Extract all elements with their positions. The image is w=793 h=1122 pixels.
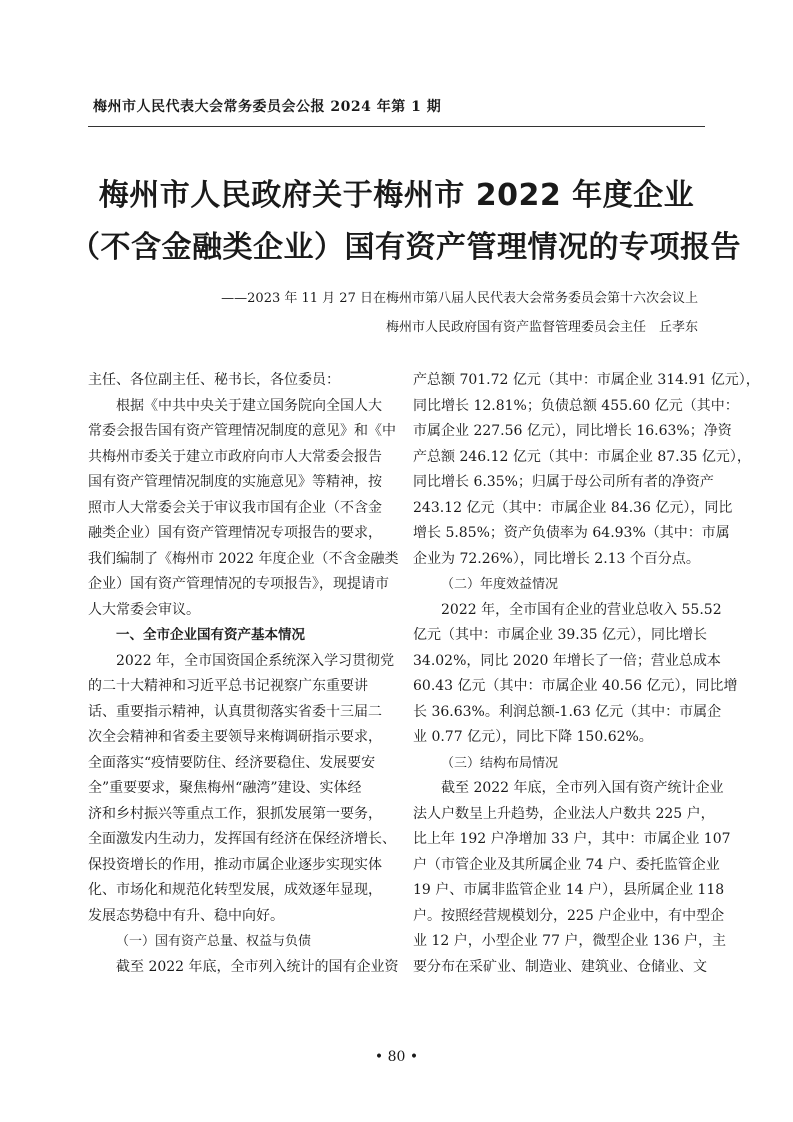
- body-line: 法人户数呈上升趋势，企业法人户数共 225 户，: [413, 805, 715, 822]
- body-line: 产总额 246.12 亿元（其中：市属企业 87.35 亿元），: [413, 448, 751, 465]
- body-line: 长 36.63%。利润总额-1.63 亿元（其中：市属企: [413, 703, 722, 720]
- body-line: 2022 年，全市国资国企系统深入学习贯彻党: [116, 652, 395, 669]
- body-line: 化、市场化和规范化转型发展，成效逐年显现，: [88, 882, 382, 898]
- subsection-heading: （二）年度效益情况: [441, 577, 559, 592]
- salutation: 主任、各位副主任、秘书长，各位委员：: [88, 372, 340, 388]
- body-line: 19 户、市属非监管企业 14 户），县所属企业 118: [413, 882, 725, 898]
- body-line: 市属企业 227.56 亿元），同比增长 16.63%；净资: [413, 423, 732, 439]
- body-line: 比上年 192 户净增加 33 户，其中：市属企业 107: [413, 831, 731, 847]
- left-text-column: [88, 368, 399, 980]
- body-line: 话、重要指示精神，认真贯彻落实省委十三届二: [88, 703, 382, 720]
- body-line: 我们编制了《梅州市 2022 年度企业（不含金融类: [88, 550, 399, 567]
- body-line: 发展态势稳中有升、稳中向好。: [88, 907, 284, 924]
- body-line: 增长 5.85%；资产负债率为 64.93%（其中：市属: [413, 525, 730, 541]
- body-line: 要分布在采矿业、制造业、建筑业、仓储业、文: [413, 958, 707, 975]
- body-line: 业 0.77 亿元），同比下降 150.62%。: [413, 729, 653, 745]
- right-text-column: [413, 368, 760, 980]
- header-divider: [88, 126, 705, 127]
- body-line: 全面激发内生动力，发挥国有经济在保经济增长、: [88, 831, 396, 847]
- body-line: 国有资产管理情况制度的实施意见》等精神，按: [88, 474, 382, 490]
- body-line: 户。按照经营规模划分，225 户企业中，有中型企: [413, 907, 725, 924]
- report-title-line-1: 梅州市人民政府关于梅州市 2022 年度企业: [98, 178, 695, 213]
- body-line: 保投资增长的作用，推动市属企业逐步实现实体: [88, 856, 382, 873]
- subsection-heading: （一）国有资产总量、权益与负债: [116, 934, 312, 949]
- body-line: 业 12 户，小型企业 77 户，微型企业 136 户，主: [413, 933, 727, 949]
- body-line: 截至 2022 年底，全市列入国有资产统计企业: [441, 780, 724, 796]
- body-line: 截至 2022 年底，全市列入统计的国有企业资: [116, 958, 399, 975]
- body-line: 人大常委会审议。: [88, 601, 200, 618]
- body-line: 同比增长 6.35%；归属于母公司所有者的净资产: [413, 474, 714, 490]
- journal-header: 梅州市人民代表大会常务委员会公报 2024 年第 1 期: [93, 99, 442, 115]
- body-line: 融类企业）国有资产管理情况专项报告的要求，: [88, 525, 382, 541]
- body-line: 34.02%，同比 2020 年增长了一倍；营业总成本: [413, 652, 721, 669]
- body-line: 243.12 亿元（其中：市属企业 84.36 亿元），同比: [413, 499, 733, 516]
- body-line: 照市人大常委会关于审议我市国有企业（不含金: [88, 499, 382, 516]
- body-line: 常委会报告国有资产管理情况制度的意见》和《中: [88, 423, 396, 439]
- page-number: • 80 •: [374, 1049, 419, 1065]
- body-line: 次全会精神和省委主要领导来梅调研指示要求，: [88, 729, 382, 745]
- subsection-heading: （三）结构布局情况: [441, 755, 559, 771]
- body-line: 济和乡村振兴等重点工作，狠抓发展第一要务，: [88, 805, 382, 822]
- body-line: 2022 年，全市国有企业的营业总收入 55.52: [441, 601, 722, 618]
- body-line: 企业为 72.26%），同比增长 2.13 个百分点。: [413, 550, 700, 567]
- body-line: 产总额 701.72 亿元（其中：市属企业 314.91 亿元），: [413, 372, 760, 388]
- body-line: 全”重要要求，聚焦梅州“融湾”建设、实体经: [88, 780, 362, 796]
- body-line: 60.43 亿元（其中：市属企业 40.56 亿元），同比增: [413, 678, 738, 694]
- session-info: ——2023 年 11 月 27 日在梅州市第八届人民代表大会常务委员会第十六次会议上: [221, 291, 698, 306]
- body-line: 全面落实“疫情要防住、经济要稳住、发展要安: [88, 754, 376, 771]
- section-heading-1: 一、全市企业国有资产基本情况: [116, 627, 305, 643]
- body-line: 亿元（其中：市属企业 39.35 亿元），同比增长: [413, 627, 707, 643]
- body-line: 共梅州市委关于建立市政府向市人大常委会报告: [88, 448, 382, 465]
- report-title-line-2: （不含金融类企业）国有资产管理情况的专项报告: [70, 230, 741, 265]
- body-line: 同比增长 12.81%；负债总额 455.60 亿元（其中：: [413, 397, 739, 414]
- body-line: 的二十大精神和习近平总书记视察广东重要讲: [88, 678, 368, 694]
- speaker-info: 梅州市人民政府国有资产监督管理委员会主任 丘孝东: [385, 320, 698, 335]
- body-line: 户（市管企业及其所属企业 74 户、委托监管企业: [413, 856, 720, 873]
- body-line: 根据《中共中央关于建立国务院向全国人大: [116, 397, 382, 414]
- body-line: 企业）国有资产管理情况的专项报告》，现提请市: [88, 576, 389, 592]
